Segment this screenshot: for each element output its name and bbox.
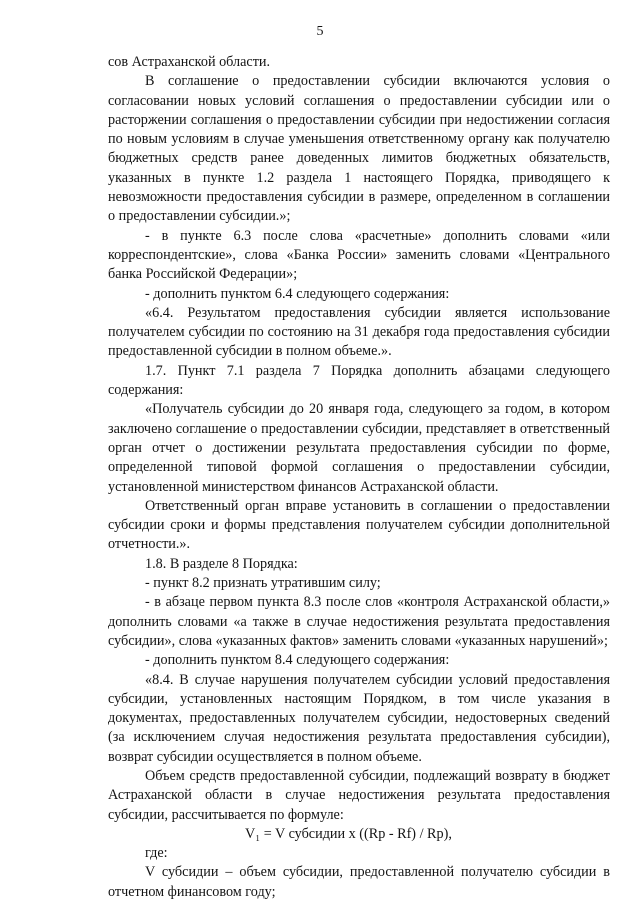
paragraph-add-6-4: - дополнить пунктом 6.4 следующего содержания:	[145, 285, 450, 302]
paragraph-item-8-2: - пункт 8.2 признать утратившим силу;	[145, 575, 381, 592]
paragraph-report-deadline: «Получатель субсидии до 20 января года, следующего за годом, в котором заключено соглашение о предоставлении субсидии, представляет в ответственный орган отчет о достижении результата предоставления субсидии по форме, определенной типовой формой соглашения о предоставлении субсидии, установленной министерством финансов Астраханской области.	[108, 401, 610, 495]
paragraph-add-8-4: - дополнить пунктом 8.4 следующего содержания:	[145, 652, 450, 669]
document-body	[108, 53, 610, 902]
paragraph-item-6-3: - в пункте 6.3 после слова «расчетные» дополнить словами «или корреспондентские», слова «Банка России» заменить словами «Центрального банка Российской Федерации»;	[108, 227, 610, 283]
paragraph-v-definition: V субсидии – объем субсидии, предоставленной получателю субсидии в отчетном финансовом году;	[108, 864, 610, 900]
paragraph-item-8-3: - в абзаце первом пункта 8.3 после слов «контроля Астраханской области,» дополнить словами «а также в случае недостижения результата предоставления субсидии», слова «указанных фактов» заменить словами «указанных нарушений»;	[108, 594, 610, 649]
paragraph-continuation: сов Астраханской области.	[108, 54, 271, 70]
refund-formula: V₁ = V субсидии x ((Rp - Rf) / Rp),	[245, 825, 452, 842]
paragraph-8-4-text: «8.4. В случае нарушения получателем субсидии условий предоставления субсидии, установленных настоящим Порядком, в том числе указания в документах, предоставленных получателем субсидии, недостоверных сведений (за исключением случая недостижения результата предоставления субсидии), возврат субсидии осуществляется в полном объеме.	[108, 671, 610, 765]
paragraph-1-8: 1.8. В разделе 8 Порядка:	[145, 555, 298, 572]
paragraph-agreement-conditions: В соглашение о предоставлении субсидии включаются условия о согласовании новых условий соглашения о предоставлении субсидии или о расторжении соглашения о предоставлении субсидии при недостижении согласия по новым условиям в случае уменьшения ответственному органу как получателю бюджетных средств ранее доведенных лимитов бюджетных обязательств, указанных в пункте 1.2 раздела 1 настоящего Порядка, приводящего к невозможности предоставления субсидии в размере, определенном в соглашении о предоставлении субсидии.»;	[108, 73, 610, 225]
paragraph-6-4-text: «6.4. Результатом предоставления субсидии является использование получателем субсидии по состоянию на 31 декабря года предоставления субсидии предоставленной субсидии в полном объеме.».	[108, 304, 610, 360]
paragraph-refund-volume: Объем средств предоставленной субсидии, подлежащий возврату в бюджет Астраханской области в случае недостижения результата предоставления субсидии, рассчитывается по формуле:	[108, 767, 610, 823]
page-number: 5	[316, 24, 324, 39]
formula-where: где:	[145, 845, 168, 862]
paragraph-1-7: 1.7. Пункт 7.1 раздела 7 Порядка дополнить абзацами следующего содержания:	[108, 362, 610, 399]
paragraph-additional-reporting: Ответственный орган вправе установить в соглашении о предоставлении субсидии сроки и формы представления получателем субсидии дополнительной отчетности.».	[108, 497, 610, 553]
